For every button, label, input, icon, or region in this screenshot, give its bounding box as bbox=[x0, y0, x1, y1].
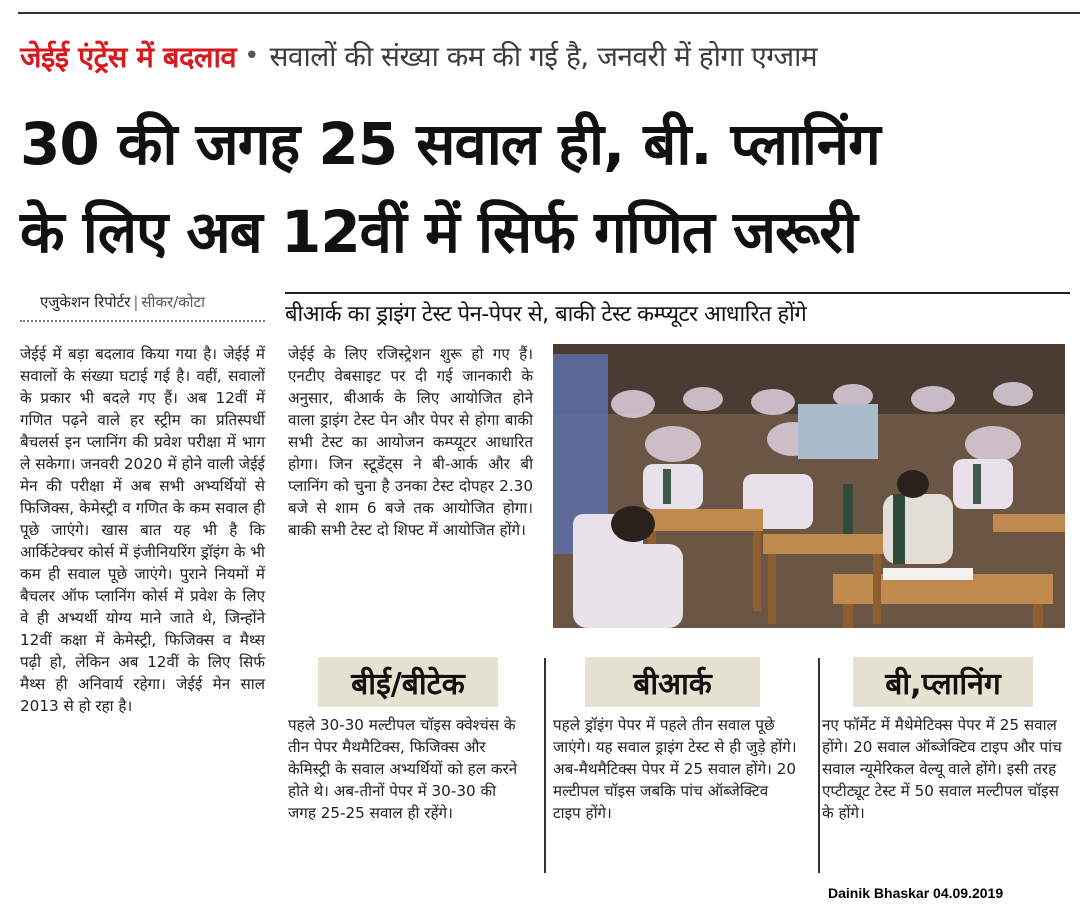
headline-line-1: 30 की जगह 25 सवाल ही, बी. प्लानिंग bbox=[20, 110, 880, 178]
subhead-rule bbox=[285, 292, 1070, 294]
column-divider-1 bbox=[544, 658, 546, 873]
exam-hall-photo bbox=[553, 344, 1065, 628]
article-column-2: जेईई के लिए रजिस्ट्रेशन शुरू हो गए हैं। एनटीए वेबसाइट पर दी गई जानकारी के अनुसार, बीआर्क के लिए आयोजित होने वाला ड्राइंग टेस्ट पेन और पेपर से होगा बाकी सभी टेस्ट का आयोजन कम्प्यूटर आधारित होगा। जिन स्टूडेंट्स ने बी-आर्क और बी प्लानिंग को चुना है उनका टेस्ट दोपहर 2.30 बजे से शाम 6 बजे तक आयोजित होगा। बाकी सभी टेस्ट दो शिफ्ट में आयोजित होंगे। bbox=[288, 345, 533, 539]
box-text-barch: पहले ड्रॉइंग पेपर में पहले तीन सवाल पूछे जाएंगे। यह सवाल ड्राइंग टेस्ट से ही जुड़े होंगे। अब-मैथमैटिक्स पेपर में 25 सवाल होंगे। 20 मल्टीपल चॉइस जबकि पांच ऑब्जेक्टिव टाइप होंगे। bbox=[553, 716, 797, 822]
byline-dotted-rule bbox=[20, 320, 265, 322]
byline-separator: | bbox=[133, 293, 139, 311]
exam-hall-illustration bbox=[553, 344, 1065, 628]
column-divider-2 bbox=[818, 658, 820, 873]
article-column-1: जेईई में बड़ा बदलाव किया गया है। जेईई में सवालों के संख्या घटाई गई है। वहीं, सवालों के प्रकार भी बदले गए हैं। अब 12वीं में गणित पढ़ने वाले हर स्ट्रीम का प्रतिस्पर्धी बैचलर्स इन प्लानिंग की प्रवेश परीक्षा में भाग ले सकेगा। जनवरी 2020 में होने वाली जेईई मेन की परीक्षा में अब सभी अभ्यर्थियों से फिजिक्स, केमेस्ट्री व गणित के कम सवाल ही पूछे जाएंगे। खास बात यह भी है कि आर्किटेक्चर कोर्स में इंजीनियरिंग ड्रॉइंग के भी कम ही सवाल पूछे जाएंगे। पुराने नियमों में बैचलर ऑफ प्लानिंग कोर्स में प्रवेश के लिए वे ही अभ्यर्थी योग्य माने जाते थे, जिन्होंने 12वीं कक्षा में केमेस्ट्री, फिजिक्स व मैथ्स पढ़ी हो, लेकिन अब 12वीं के लिए सिर्फ मैथ्स ही अनिवार्य रहेगा। जेईई मेन साल 2013 से हो रहा है। bbox=[20, 345, 265, 715]
headline-line-2: के लिए अब 12वीं में सिर्फ गणित जरूरी bbox=[20, 198, 857, 266]
box-text-bplanning: नए फॉर्मेट में मैथेमेटिक्स पेपर में 25 सवाल होंगे। 20 सवाल ऑब्जेक्टिव टाइप और पांच सवाल न्यूमेरिकल वेल्यू वाले होंगे। इसी तरह एप्टीट्यूट टेस्ट में 50 सवाल मल्टीपल चॉइस के होंगे। bbox=[822, 716, 1062, 822]
kicker bbox=[20, 34, 817, 78]
top-rule bbox=[18, 12, 1080, 14]
kicker-strapline: सवालों की संख्या कम की गई है, जनवरी में होगा एग्जाम bbox=[269, 40, 818, 73]
box-header-barch: बीआर्क bbox=[585, 657, 760, 707]
headline bbox=[20, 100, 1070, 276]
byline-place: सीकर/कोटा bbox=[141, 293, 206, 311]
subheadline: बीआर्क का ड्राइंग टेस्ट पेन-पेपर से, बाकी टेस्ट कम्प्यूटर आधारित होंगे bbox=[285, 302, 807, 327]
source-credit: Dainik Bhaskar 04.09.2019 bbox=[828, 885, 1004, 901]
byline bbox=[40, 292, 205, 312]
box-header-bplanning: बी,प्लानिंग bbox=[853, 657, 1033, 707]
box-text-be-btech: पहले 30-30 मल्टीपल चॉइस क्वेश्चंस के तीन पेपर मैथमैटिक्स, फिजिक्स और केमिस्ट्री के सवाल अभ्यर्थियों को हल करने होते थे। अब-तीनों पेपर में 30-30 की जगह 25-25 सवाल ही रहेंगे। bbox=[288, 716, 518, 822]
box-header-be-btech: बीई/बीटेक bbox=[318, 657, 498, 707]
kicker-bullet: • bbox=[244, 41, 260, 71]
byline-reporter: एजुकेशन रिपोर्टर bbox=[40, 293, 131, 311]
kicker-label: जेईई एंट्रेंस में बदलाव bbox=[20, 39, 237, 74]
